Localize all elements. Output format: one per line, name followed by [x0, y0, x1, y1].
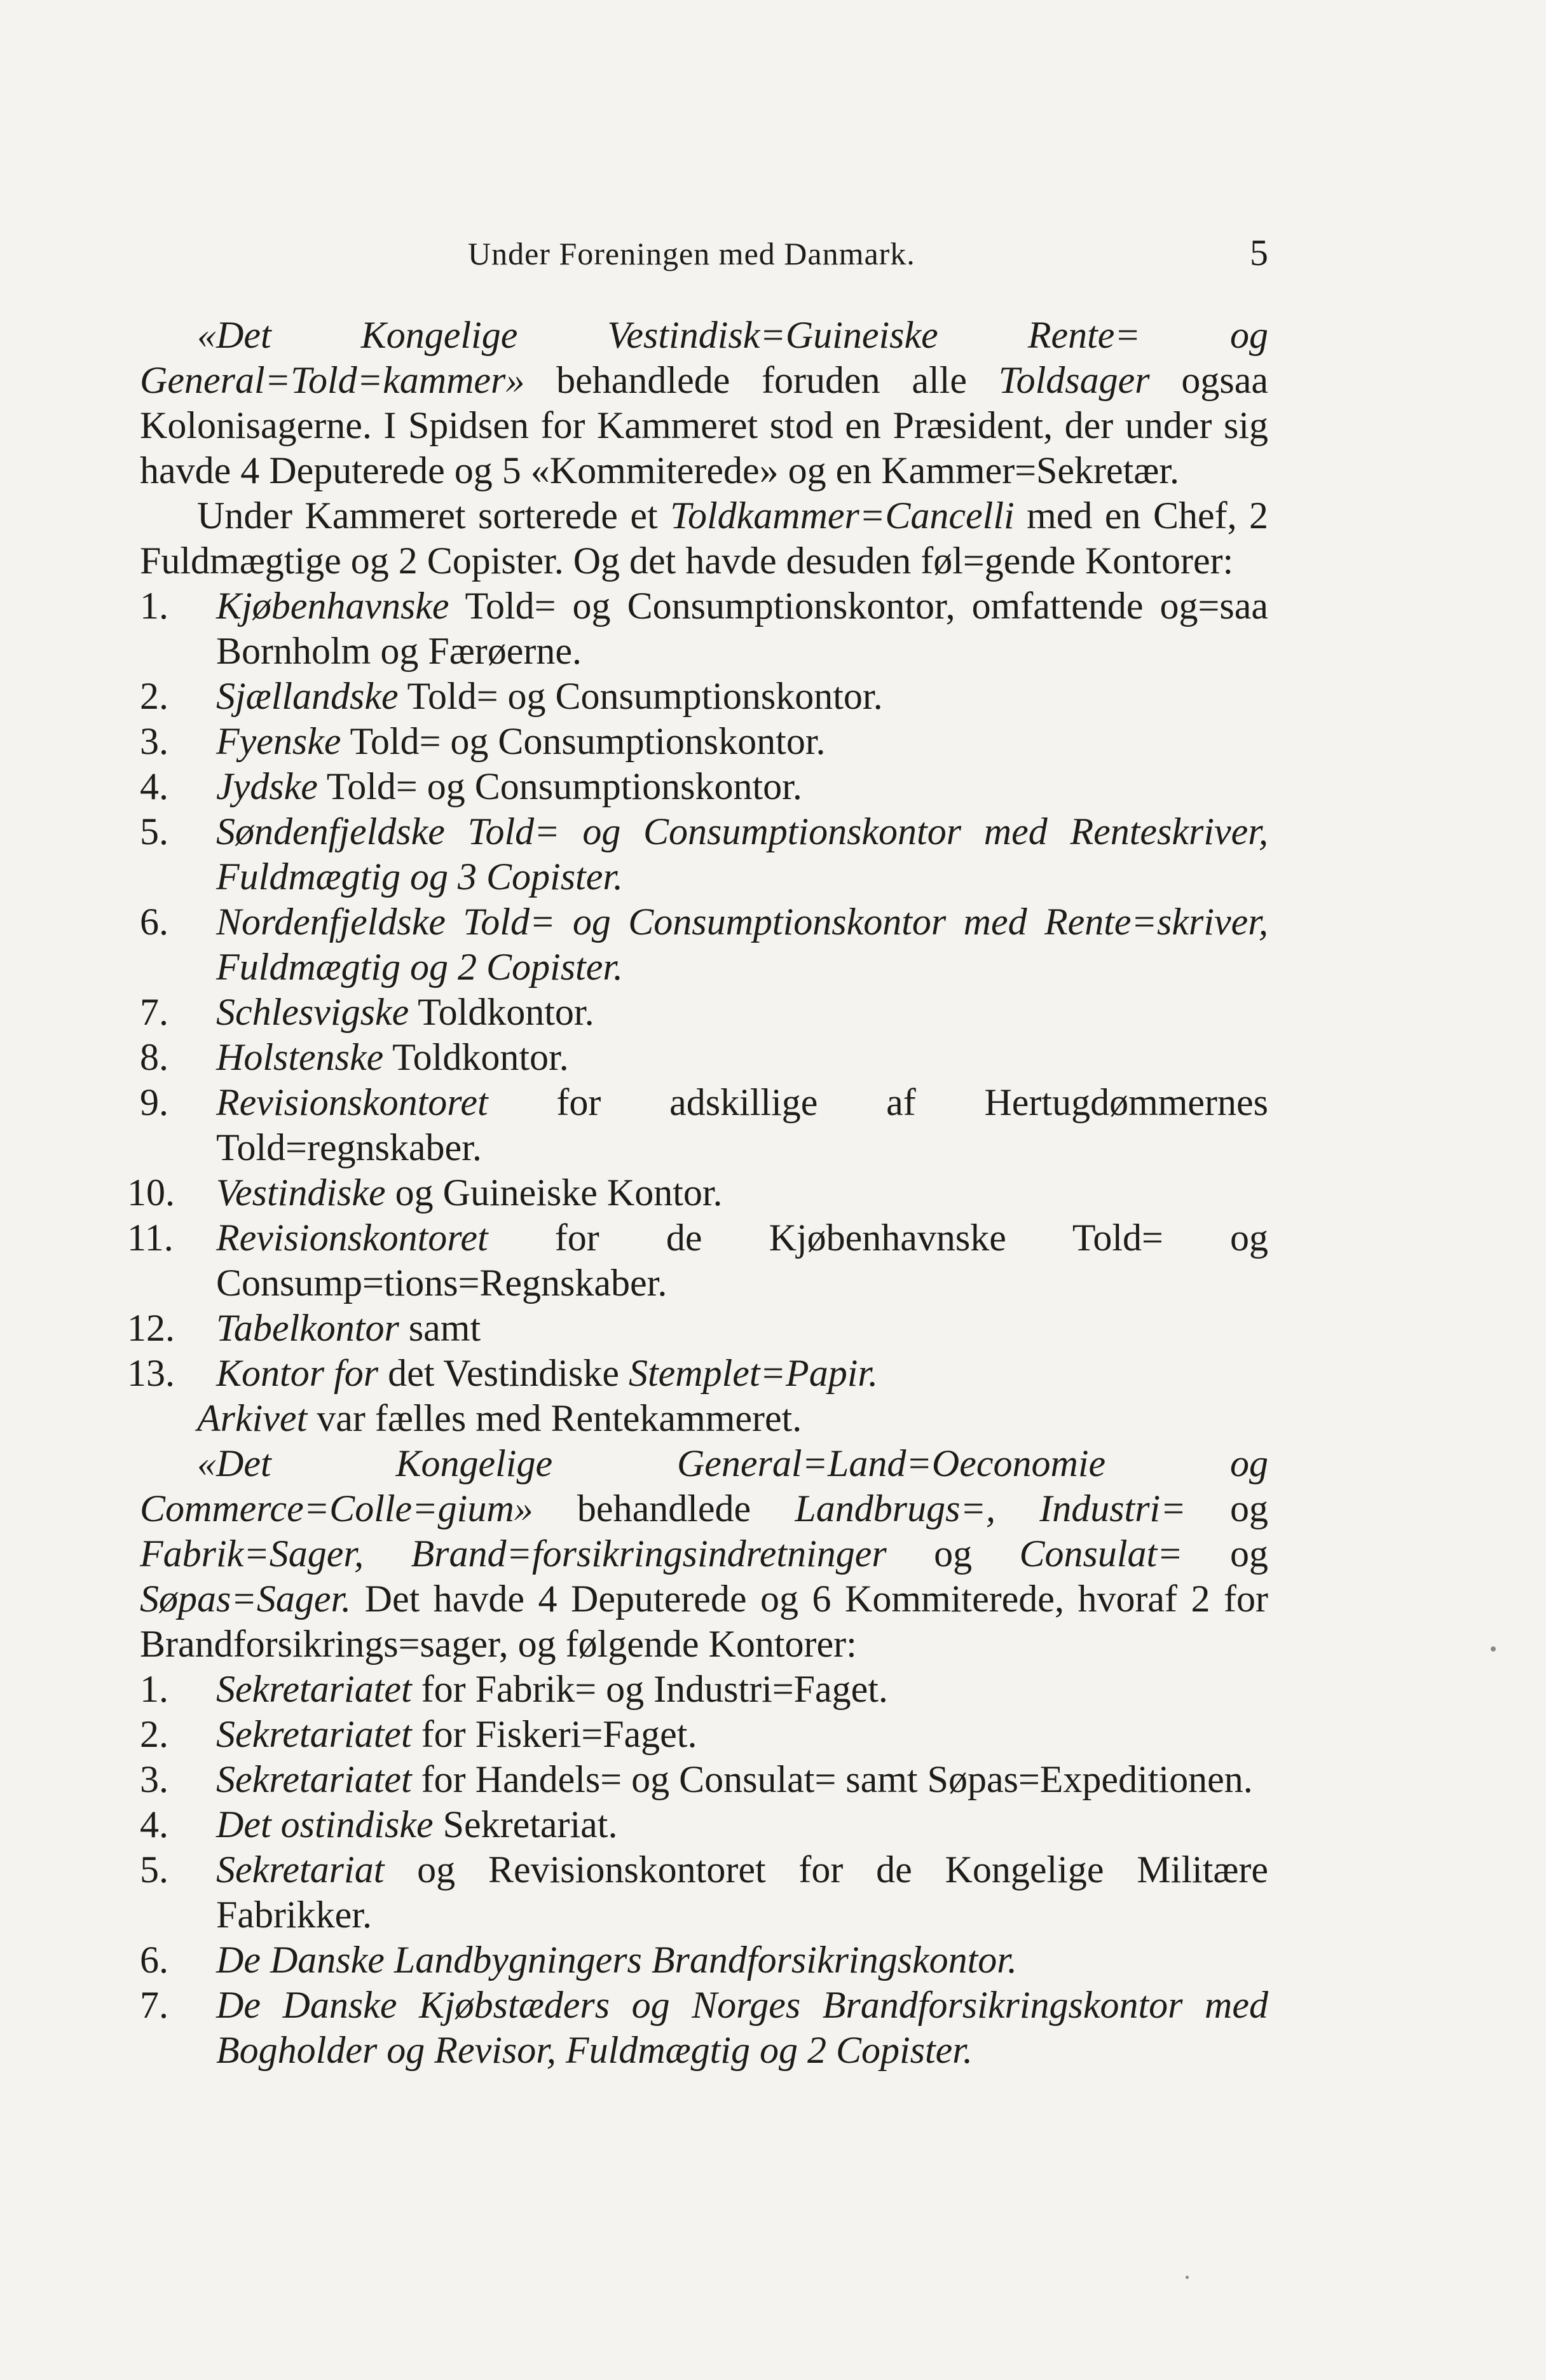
item-number: 9.	[140, 1081, 168, 1123]
text-run: Det havde 4 Deputerede og 6 Kommiterede, hvoraf 2 for Brandforsikrings=sager, og følgende Kontorer:	[140, 1578, 1268, 1665]
item-text: for Fabrik= og Industri=Faget.	[411, 1668, 888, 1710]
item-title: Sekretariatet	[216, 1758, 412, 1800]
kontorer-list-1	[127, 584, 1268, 1396]
page-number: 5	[1250, 232, 1268, 273]
item-number: 5.	[140, 1849, 168, 1891]
item-text: Toldkontor.	[383, 1036, 569, 1078]
list-item	[140, 1035, 1268, 1080]
item-number: 4.	[140, 1803, 168, 1845]
item-title: Jydske	[216, 765, 318, 807]
item-number: 2.	[140, 675, 168, 717]
item-text: samt	[399, 1307, 481, 1349]
item-number: 6.	[140, 901, 168, 943]
book-page	[127, 232, 1269, 2073]
item-title: Schlesvigske	[216, 991, 409, 1033]
text-run: og	[1186, 1488, 1268, 1529]
item-text: Told= og Consumptionskontor.	[398, 675, 883, 717]
text-run: ogsaa Kolonisagerne. I Spidsen for Kammeret stod en Præsident, der under sig havde 4 Deputerede og 5 «Kommiterede» og en Kammer=Sekretær.	[140, 359, 1268, 491]
item-title: Holstenske	[216, 1036, 384, 1078]
item-number: 7.	[140, 1984, 168, 2026]
list-item	[140, 719, 1268, 764]
item-number: 10.	[127, 1172, 175, 1214]
item-title: for	[324, 1352, 379, 1394]
list-item	[140, 990, 1268, 1035]
text-run-italic: Fabrik=Sager, Brand=forsikringsindretninger	[140, 1533, 887, 1575]
item-title: Søndenfjeldske Told= og Consumptionskontor med Renteskriver, Fuldmægtig og 3 Copister.	[216, 810, 1268, 898]
item-number: 1.	[140, 585, 168, 627]
list-item	[127, 1351, 1268, 1396]
item-title: Fyenske	[216, 720, 341, 762]
item-title: Sekretariatet	[216, 1713, 412, 1755]
item-number: 7.	[140, 991, 168, 1033]
paragraph-collegium	[140, 1441, 1268, 1667]
list-item	[140, 584, 1268, 674]
kontorer-list-2	[140, 1667, 1268, 2073]
item-number: 4.	[140, 765, 168, 807]
list-item	[140, 1667, 1268, 1712]
item-text: for Handels= og Consulat= samt Søpas=Expeditionen.	[411, 1758, 1253, 1800]
paragraph-arkivet	[140, 1396, 1268, 1441]
item-number: 3.	[140, 1758, 168, 1800]
paragraph-toldkammer	[140, 313, 1268, 493]
item-text: Told= og Consumptionskontor, omfattende og=saa Bornholm og Færøerne.	[216, 585, 1268, 672]
list-item	[140, 1847, 1268, 1938]
item-title: Sekretariatet	[216, 1668, 412, 1710]
item-title: De Danske Landbygningers Brandforsikringskontor.	[216, 1939, 1017, 1981]
institution-name: «Det Kongelige Vestindisk=Guineiske Rente= og General=Told=kammer»	[140, 314, 1268, 401]
list-item	[127, 1215, 1268, 1306]
item-number: 13.	[127, 1352, 175, 1394]
list-item	[140, 1983, 1268, 2073]
item-title: Sekretariat	[216, 1849, 385, 1891]
institution-name: «Det Kongelige General=Land=Oeconomie og Commerce=Colle=gium»	[140, 1442, 1268, 1529]
paper-speck	[1186, 2276, 1189, 2279]
running-head	[140, 232, 1268, 280]
list-item	[127, 1306, 1268, 1351]
item-text: det Vestindiske	[378, 1352, 629, 1394]
list-item	[140, 1757, 1268, 1802]
item-text: Toldkontor.	[409, 991, 594, 1033]
item-title: Kjøbenhavnske	[216, 585, 449, 627]
item-title: Kontor	[216, 1352, 325, 1394]
item-title: Revisionskontoret	[216, 1217, 488, 1259]
item-text: for de Kjøbenhavnske Told= og Consump=tions=Regnskaber.	[216, 1217, 1268, 1304]
list-item	[140, 899, 1268, 990]
paragraph-cancelli	[140, 493, 1268, 584]
item-text: Sekretariat.	[433, 1803, 618, 1845]
text-run: Under Kammeret sorterede et	[197, 495, 671, 537]
item-number: 12.	[127, 1307, 175, 1349]
list-item	[140, 1712, 1268, 1757]
text-run: og	[886, 1533, 1020, 1575]
list-item	[140, 1080, 1268, 1170]
list-item	[140, 809, 1268, 899]
item-title: Nordenfjeldske Told= og Consumptionskontor med Rente=skriver, Fuldmægtig og 2 Copister.	[216, 901, 1268, 988]
list-item	[140, 1802, 1268, 1847]
text-run: var fælles med Rentekammeret.	[307, 1397, 802, 1439]
paper-speck	[1491, 1646, 1496, 1652]
item-title: Tabelkontor	[216, 1307, 399, 1349]
text-run: og	[1182, 1533, 1269, 1575]
list-item	[127, 1170, 1268, 1215]
item-text: Told= og Consumptionskontor.	[317, 765, 802, 807]
item-title: Det ostindiske	[216, 1803, 434, 1845]
item-title: Revisionskontoret	[216, 1081, 488, 1123]
text-run: behandlede foruden alle	[524, 359, 999, 401]
list-item	[140, 764, 1268, 809]
text-run-italic: Landbrugs=, Industri=	[795, 1488, 1186, 1529]
text-run-italic: Toldkammer=Cancelli	[670, 495, 1015, 537]
item-text: Told= og Consumptionskontor.	[341, 720, 826, 762]
item-text: for Fiskeri=Faget.	[411, 1713, 697, 1755]
item-text: for adskillige af Hertugdømmernes Told=regnskaber.	[216, 1081, 1268, 1168]
item-number: 1.	[140, 1668, 168, 1710]
item-number: 6.	[140, 1939, 168, 1981]
item-title: De Danske Kjøbstæders og Norges Brandforsikringskontor med Bogholder og Revisor, Fuldmægtig og 2 Copister.	[216, 1984, 1268, 2071]
text-run: behandlede	[533, 1488, 795, 1529]
item-number: 11.	[127, 1217, 174, 1259]
text-run-italic: Toldsager	[998, 359, 1150, 401]
item-title: Sjællandske	[216, 675, 399, 717]
text-run-italic: Consulat=	[1019, 1533, 1183, 1575]
list-item	[140, 1938, 1268, 1983]
running-title: Under Foreningen med Danmark.	[468, 236, 915, 271]
item-text: og Revisionskontoret for de Kongelige Militære Fabrikker.	[216, 1849, 1268, 1936]
item-number: 5.	[140, 810, 168, 852]
body-text	[127, 313, 1269, 2073]
item-number: 8.	[140, 1036, 168, 1078]
item-number: 2.	[140, 1713, 168, 1755]
text-run: med en Chef, 2 Fuldmægtige og 2 Copister. Og det havde desuden føl=gende Kontorer:	[140, 495, 1269, 582]
item-title: Vestindiske	[216, 1172, 386, 1214]
item-title: Stemplet=Papir.	[628, 1352, 879, 1394]
text-run-italic: Arkivet	[197, 1397, 308, 1439]
item-text: og Guineiske Kontor.	[385, 1172, 723, 1214]
item-number: 3.	[140, 720, 168, 762]
text-run-italic: Søpas=Sager.	[140, 1578, 352, 1620]
list-item	[140, 674, 1268, 719]
